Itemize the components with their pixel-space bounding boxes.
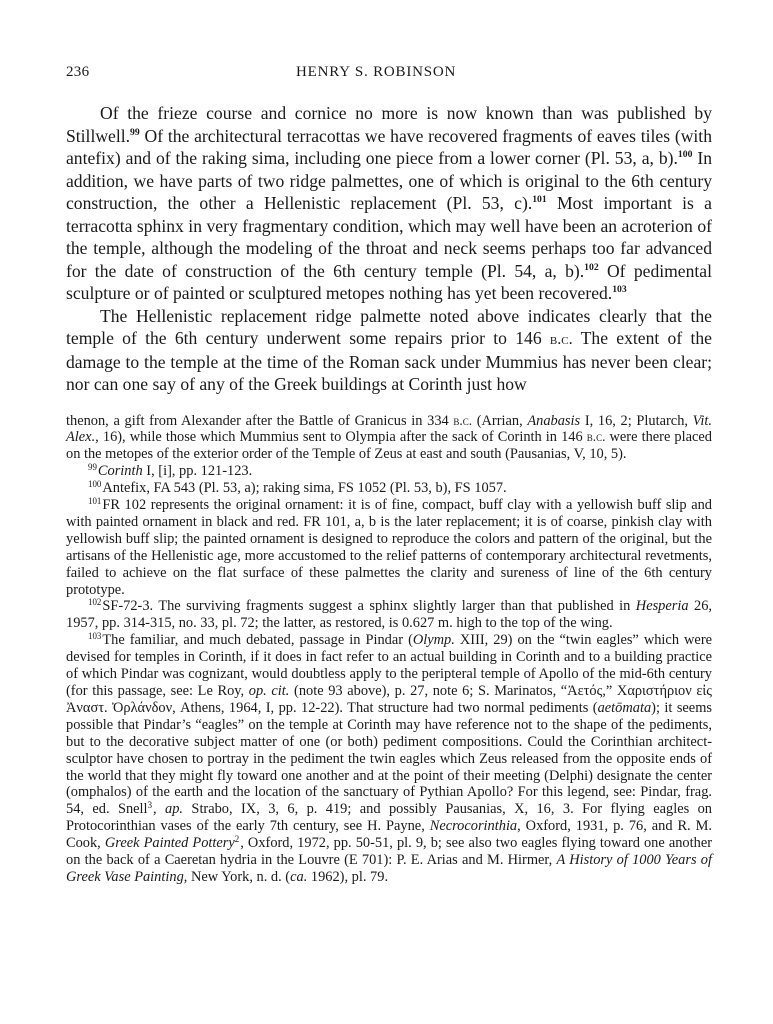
footnote-ref-101[interactable]: 101 <box>532 193 547 205</box>
footnote-101: $^{101}$FR 102 represents the original ornament: it is of fine, compact, buff clay with a yellowish buff slip and with painted ornament in black and red. FR 101, a, b is the later replacement; it is of coarse, pinkish clay with yellowish buff slip; the painted ornament is designed to reproduce the colors and pattern of the original, but the artisans of the Hellenistic age, more accustomed to the relief patterns of contemporary architectural revetments, failed to achieve on the flat surface of these palmettes the clarity and sureness of line of the 6th century prototype. <box>66 495 712 598</box>
page <box>66 64 712 886</box>
footnote-number: 103 <box>88 630 102 641</box>
footnote-102: $^{102}$SF-72-3. The surviving fragments suggest a sphinx slightly larger than that published in Hesperia 26, 1957, pp. 314-315, no. 33, pl. 72; the latter, as restored, is 0.627 m. high to the top of the wing. <box>66 597 712 632</box>
footnote-ref-102[interactable]: 102 <box>584 261 599 273</box>
footnote-ref-103[interactable]: 103 <box>612 283 627 295</box>
running-head: HENRY S. ROBINSON <box>296 64 457 80</box>
footnote-number: 100 <box>88 478 102 489</box>
footnote-ref-100[interactable]: 100 <box>677 148 693 160</box>
footnotes <box>66 413 712 886</box>
footnote-number: 102 <box>88 597 102 608</box>
footnote-ref-99[interactable]: 99 <box>130 126 140 138</box>
paragraph-1: Of the frieze course and cornice no more is now known than was published by Stillwell.$^{99}$ Of the architectural terracottas we have recovered fragments of eaves tiles (with antefix) and of the raking sima, including one piece from a lower corner (Pl. 53, a, b).$^{100}$ In addition, we have parts of two ridge palmettes, one of which is original to the 6th century construction, the other a Hellenistic replacement (Pl. 53, c).$^{101}$ Most important is a terracotta sphinx in very fragmentary condition, which may well have been an acroterion of the temple, although the modeling of the throat and neck seems perhaps too far advanced for the date of construction of the 6th century temple (Pl. 54, a, b).$^{102}$ Of pedimental sculpture or of painted or sculptured metopes nothing has yet been recovered.$^{103}$ <box>66 103 712 303</box>
footnote-103: $^{103}$The familiar, and much debated, passage in Pindar (Olymp. XIII, 29) on the “twin eagles” which were devised for temples in Corinth, if it does in fact refer to an actual building in Corinth and to a building practice of which Pindar was cognizant, would doubtless apply to the peripteral temple of Apollo of the mid-6th century (for this passage, see: Le Roy, op. cit. (note 93 above), p. 27, note 6; S. Marinatos, “Ἀετός,” Χαριστήριον εἰς Ἀναστ. Ὀρλάνδον, Athens, 1964, I, pp. 12-22). That structure had two normal pediments (aetōmata); it seems possible that Pindar’s “eagles” on the temple at Corinth may have reference not to the shape of the pediments, but to the decorative subject matter of one (or both) pediment compositions. Could the Corinthian architect-sculptor have chosen to portray in the pediment the twin eagles which Zeus released from the opposite ends of the world that they might fly toward one another and at the point of their meeting (Delphi) designate the center (omphalos) of the earth and the location of the sanctuary of Pythian Apollo? For this legend, see: Pindar, frag. 54, ed. Snell$^3$, ap. Strabo, IX, 3, 6, p. 419; and possibly Pausanias, X, 16, 3. For flying eagles on Protocorinthian vases of the early 7th century, see H. Payne, Necrocorinthia, Oxford, 1931, p. 76, and R. M. Cook, Greek Painted Pottery$^2$, Oxford, 1972, pp. 50-51, pl. 9, b; see also two eagles flying toward one another on the back of a Caeretan hydria in the Louvre (E 701): P. E. Arias and M. Hirmer, A History of 1000 Years of Greek Vase Painting, New York, n. d. (ca. 1962), pl. 79. <box>66 630 712 885</box>
paragraph-2: The Hellenistic replacement ridge palmette noted above indicates clearly that the temple of the 6th century underwent some repairs prior to 146 b.c. The extent of the damage to the temple at the time of the Roman sack under Mummius has never been clear; nor can one say of any of the Greek buildings at Corinth just how <box>66 305 712 394</box>
footnote-99: $^{99}$Corinth I, [i], pp. 121-123. <box>88 461 253 480</box>
footnote-continuation: thenon, a gift from Alexander after the Battle of Granicus in 334 b.c. (Arrian, Anabasis I, 16, 2; Plutarch, Vit. Alex., 16), while those which Mummius sent to Olympia after the sack of Corinth in 146 b.c. were there placed on the metopes of the exterior order of the Temple of Zeus at east and south (Pausanias, V, 10, 5). <box>66 412 712 463</box>
footnote-100: $^{100}$Antefix, FA 543 (Pl. 53, a); raking sima, FS 1052 (Pl. 53, b), FS 1057. <box>88 478 507 497</box>
footnote-number: 101 <box>88 495 102 506</box>
main-text <box>66 102 712 396</box>
running-header <box>66 64 712 88</box>
footnote-number: 99 <box>88 461 97 472</box>
page-number: 236 <box>66 64 90 80</box>
